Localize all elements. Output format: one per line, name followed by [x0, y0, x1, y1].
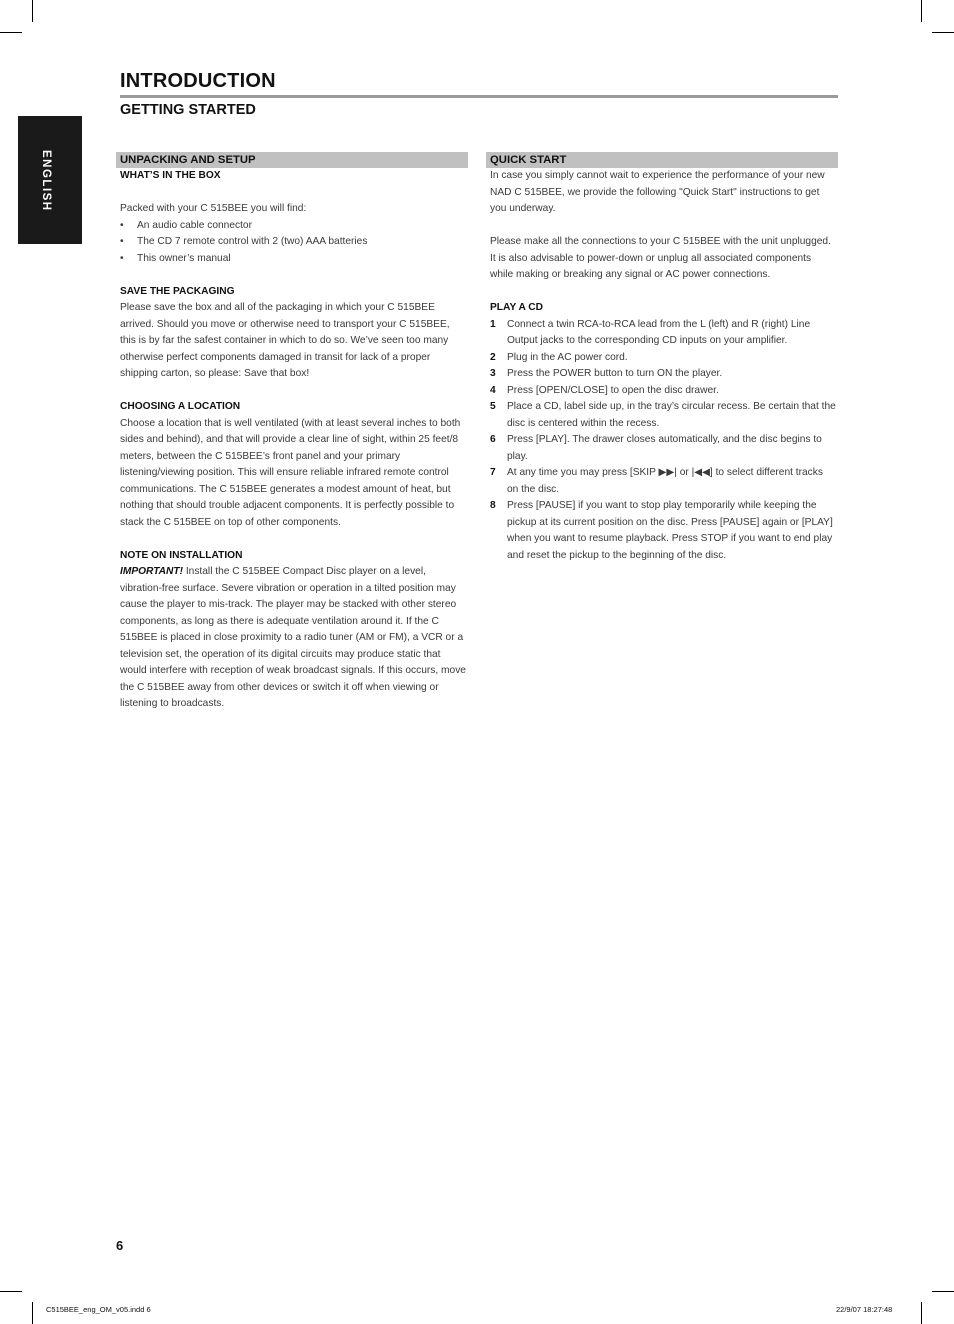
heading-installation: NOTE ON INSTALLATION [120, 549, 243, 561]
crop-mark [32, 1302, 33, 1324]
crop-mark [0, 1291, 22, 1292]
step-number: 4 [490, 384, 496, 396]
step-text: Press [PAUSE] if you want to stop play temporarily while keeping the pickup at its current position on the disc. Press [PAUSE] again or [PLAY] when you want to resume playback. Press STOP if you want to end play and reset the pickup to the beginning of the disc. [507, 500, 833, 561]
slug-file: C515BEE_eng_OM_v05.indd 6 [46, 1305, 151, 1314]
choosing-location-text: Choose a location that is well ventilated (with at least several inches to both sides and behind), and that will provide a clear line of sight, within 25 feet/8 meters, between the C 515BEE’s front panel and your primary listening/viewing position. This will ensure reliable infrared remote control communications. The C 515BEE generates a modest amount of heat, but nothing that should trouble adjacent components. It is perfectly possible to stack the C 515BEE on top of other components. [120, 417, 461, 528]
step-text: Place a CD, label side up, in the tray’s circular recess. Be certain that the disc is centered within the recess. [507, 401, 836, 429]
list-item [490, 366, 836, 383]
list-item [490, 383, 836, 400]
page-subtitle: GETTING STARTED [120, 102, 256, 118]
box-contents-list [120, 218, 466, 268]
heading-choosing-location: CHOOSING A LOCATION [120, 401, 241, 412]
step-number: 6 [490, 434, 496, 445]
step-number: 2 [490, 351, 496, 363]
step-number: 1 [490, 318, 496, 330]
heading-save-packaging: SAVE THE PACKAGING [120, 285, 235, 297]
list-item [490, 350, 836, 367]
step-text: Press [OPEN/CLOSE] to open the disc drawer. [507, 384, 719, 396]
step-text: Press the POWER button to turn ON the player. [507, 368, 723, 379]
step-text: Connect a twin RCA-to-RCA lead from the L (left) and R (right) Line Output jacks to the corresponding CD inputs on your amplifier. [507, 318, 811, 346]
language-tab-label: ENGLISH [40, 150, 52, 212]
crop-mark [932, 32, 954, 33]
crop-mark [921, 1302, 922, 1324]
step-number: 8 [490, 500, 496, 511]
list-item [490, 317, 836, 350]
save-packaging-text: Please save the box and all of the packaging in which your C 515BEE arrived. Should you move or otherwise need to transport your C 515BEE, this is by far the safest container in which to do so. We’ve seen too many otherwise perfect components damaged in transit for lack of a proper shipping carton, so please: Save that box! [120, 302, 450, 379]
section-title-quick-start: QUICK START [486, 152, 838, 168]
step-number: 3 [490, 368, 496, 379]
box-intro: Packed with your C 515BEE you will find: [120, 203, 307, 214]
quick-start-intro-1: In case you simply cannot wait to experience the performance of your new NAD C 515BEE, we provide the following "Quick Start" instructions to get you underway. [490, 170, 825, 214]
heading-play-cd: PLAY A CD [490, 302, 544, 313]
list-item: • An audio cable connector [120, 218, 466, 235]
list-item [490, 465, 836, 498]
section-title-unpacking: UNPACKING AND SETUP [116, 152, 468, 168]
quick-start-intro-2: Please make all the connections to your C 515BEE with the unit unplugged. It is also advisable to power-down or unplug all associated components while making or breaking any signal or AC power connections. [490, 236, 831, 280]
step-text: Press [PLAY]. The drawer closes automatically, and the disc begins to play. [507, 434, 822, 462]
language-tab [18, 116, 82, 244]
installation-paragraph [120, 564, 466, 713]
list-item [490, 498, 836, 564]
list-item: • The CD 7 remote control with 2 (two) AAA batteries [120, 234, 466, 251]
heading-whats-in-box: WHAT’S IN THE BOX [120, 170, 221, 181]
right-column [486, 152, 838, 564]
important-label: IMPORTANT! [120, 566, 184, 577]
installation-text: Install the C 515BEE Compact Disc player on a level, vibration-free surface. Severe vibration or operation in a tilted position may cause the player to mis-track. The player may be stacked with other stereo components, as long as there is adequate ventilation around it. If the C 515BEE is placed in close proximity to a radio tuner (AM or FM), a VCR or a television set, the operation of its digital circuits may produce static that would interfere with reception of weak broadcast signals. If this occurs, move the C 515BEE away from other devices or switch it off when viewing or listening to broadcasts. [120, 566, 466, 709]
step-number: 5 [490, 401, 496, 412]
title-rule [120, 95, 838, 98]
page-title: INTRODUCTION [120, 70, 276, 92]
step-number: 7 [490, 467, 496, 478]
page-number: 6 [116, 1238, 124, 1253]
crop-mark [932, 1291, 954, 1292]
list-item: • This owner’s manual [120, 251, 466, 268]
list-item [490, 399, 836, 432]
step-text: Plug in the AC power cord. [507, 351, 628, 363]
step-text: At any time you may press [SKIP ▶▶| or |◀◀] to select different tracks on the disc. [507, 467, 823, 495]
crop-mark [0, 32, 22, 33]
left-column [116, 152, 468, 713]
play-cd-steps [490, 317, 836, 565]
list-item [490, 432, 836, 465]
crop-mark [32, 0, 33, 22]
crop-mark [921, 0, 922, 22]
slug-date: 22/9/07 18:27:48 [836, 1305, 893, 1314]
